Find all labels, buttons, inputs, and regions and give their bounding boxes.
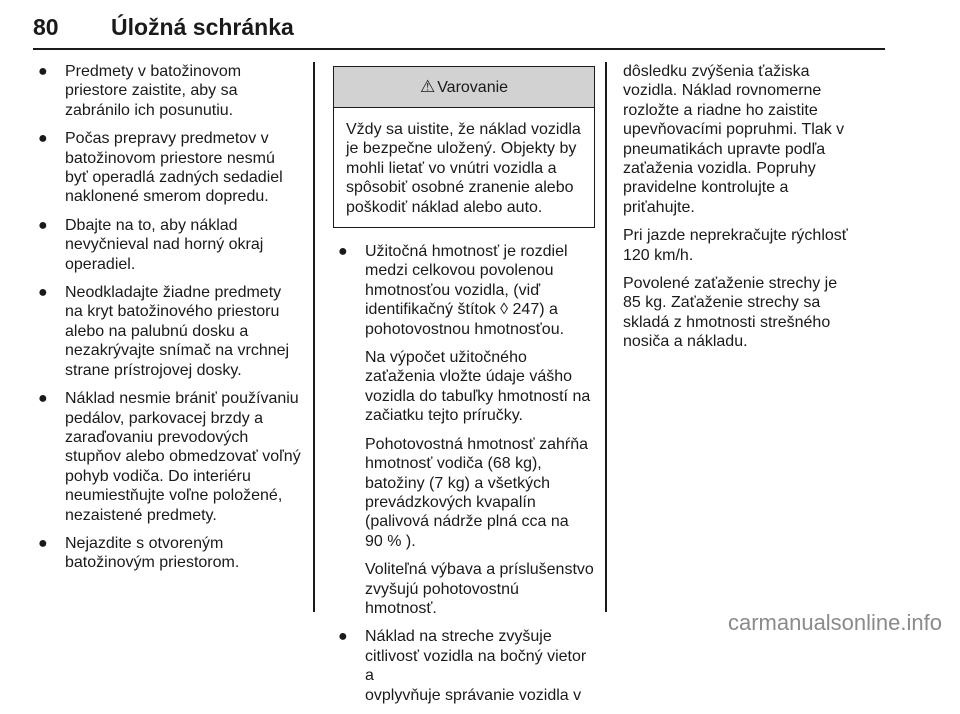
list-item <box>33 129 313 207</box>
bullet-text: Nejazdite s otvoreným batožinovým priestorom. <box>65 534 240 572</box>
warning-header <box>334 67 594 108</box>
paragraph: Na výpočet užitočného zaťaženia vložte údaje vášho vozidla do tabuľky hmotností na začiatku tejto príručky. <box>365 349 591 425</box>
bullet-icon: ● <box>38 130 48 148</box>
bullet-list <box>33 62 313 573</box>
bullet-text: Predmety v batožinovom priestore zaistite, aby sa zabránilo ich posunutiu. <box>65 63 242 119</box>
bullet-icon: ● <box>38 390 48 408</box>
list-item <box>333 627 595 705</box>
warning-box <box>333 66 595 228</box>
bullet-icon: ● <box>38 216 48 234</box>
list-item <box>33 283 313 380</box>
page-title: Úložná schránka <box>111 14 294 40</box>
column-1 <box>33 62 313 582</box>
bullet-icon: ● <box>338 243 348 261</box>
column-3 <box>623 62 885 361</box>
bullet-text: Náklad nesmie brániť používaniu pedálov, parkovacej brzdy a zaraďovaniu prevodových stupňov alebo obmedzovať voľný pohyb vodiča. Do interiéru neumiestňujte voľne položené, nezaistené predmety. <box>65 390 301 524</box>
page-number: 80 <box>33 14 59 40</box>
bullet-icon: ● <box>38 534 48 552</box>
bullet-text: Náklad na streche zvyšuje citlivosť vozidla na bočný vietor a ovplyvňuje správanie vozidla v <box>365 628 587 704</box>
bullet-text: Dbajte na to, aby náklad nevyčnieval nad horný okraj operadiel. <box>65 216 264 273</box>
column-divider-left <box>313 62 315 612</box>
list-item <box>333 242 595 618</box>
paragraph: Pohotovostná hmotnosť zahŕňa hmotnosť vodiča (68 kg), batožiny (7 kg) a všetkých prevádzkových kvapalín (palivová nádrže plná cca na 90 % ). <box>365 435 589 550</box>
paragraph: Pri jazde neprekračujte rýchlosť 120 km/h. <box>623 227 848 264</box>
header-rule <box>33 48 885 50</box>
paragraph: Povolené zaťaženie strechy je 85 kg. Zaťaženie strechy sa skladá z hmotnosti strešného nosiča a nákladu. <box>623 275 838 351</box>
list-item <box>33 389 313 525</box>
bullet-icon: ● <box>338 628 348 646</box>
list-item <box>33 534 313 573</box>
warning-body <box>334 108 594 227</box>
bullet-icon: ● <box>38 284 48 302</box>
warning-title: Varovanie <box>437 79 509 96</box>
paragraph: Voliteľná výbava a príslušenstvo zvyšujú pohotovostnú hmotnosť. <box>365 561 594 617</box>
bullet-list <box>333 242 595 705</box>
list-item <box>33 216 313 274</box>
bullet-text: Užitočná hmotnosť je rozdiel medzi celkovou povolenou hmotnosťou vozidla, (viď identifikačný štítok ◊ 247) a pohotovostnou hmotnosťou. <box>365 243 568 338</box>
page-header <box>33 14 885 50</box>
watermark: carmanualsonline.info <box>727 610 942 635</box>
list-item <box>33 62 313 120</box>
bullet-icon: ● <box>38 63 48 80</box>
column-divider-right <box>605 62 607 612</box>
warning-triangle-icon: ⚠ <box>419 77 436 96</box>
paragraph: dôsledku zvýšenia ťažiska vozidla. Náklad rovnomerne rozložte a riadne ho zaistite upevňovacími popruhmi. Tlak v pneumatikách upravte podľa zaťaženia vozidla. Popruhy pravidelne kontrolujte a priťahujte. <box>623 63 845 216</box>
bullet-text: Neodkladajte žiadne predmety na kryt batožinového priestoru alebo na palubnú dosku a nezakrývajte snímač na vrchnej strane prístrojovej dosky. <box>65 284 290 379</box>
bullet-text: Počas prepravy predmetov v batožinovom priestore nesmú byť operadlá zadných sedadiel naklonené smerom dopredu. <box>65 130 283 206</box>
warning-text: Vždy sa uistite, že náklad vozidla je bezpečne uložený. Objekty by mohli lietať vo vnútri vozidla a spôsobiť osobné zranenie alebo poškodiť náklad alebo auto. <box>346 121 581 216</box>
column-2 <box>333 62 595 714</box>
